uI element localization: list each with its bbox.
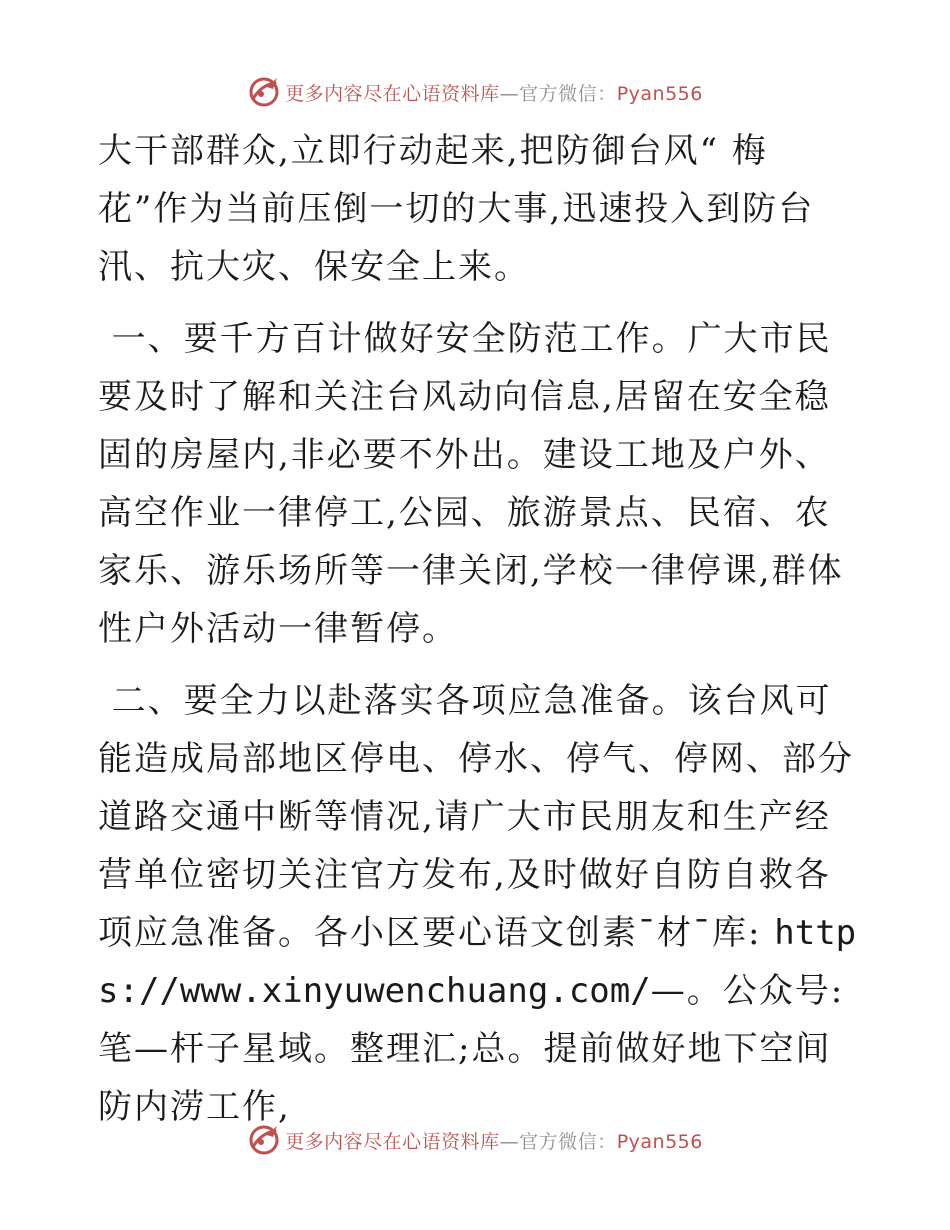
paragraph-3-text-a: 二、要全力以赴落实各项应急准备。该台风可能造成局部地区停电、停水、停气、停网、部分道路交通中断等情况,请广大市民朋友和生产经营单位密切关注官方发布,及时做好自防自救各项应急准备。各小区要心语文创素¯材¯库:	[98, 681, 854, 953]
footer-banner-brand: 更多内容尽在心语资料库	[285, 1130, 500, 1153]
paragraph-3	[98, 672, 858, 1136]
footer-banner	[0, 1118, 950, 1162]
paragraph-3-text-b: —。公众号: 笔—杆子星域。整理汇;总。提前做好地下空间防内涝工作,	[98, 971, 845, 1127]
paragraph-1: 大干部群众,立即行动起来,把防御台风“ 梅花”作为当前压倒一切的大事,迅速投入到防台汛、抗大灾、保安全上来。	[98, 131, 815, 287]
brand-logo-icon	[247, 75, 281, 109]
footer-banner-separator: —	[499, 1130, 520, 1153]
header-banner-text	[285, 79, 703, 106]
header-banner-wechat-id: Pyan556	[616, 82, 703, 105]
footer-banner-text	[285, 1127, 703, 1154]
brand-logo-icon	[247, 1123, 281, 1157]
footer-banner-wechat-id: Pyan556	[616, 1130, 703, 1153]
paragraph-3-url-part2: www.xinyuwenchuang.com/	[179, 971, 651, 1011]
header-banner-label: 官方微信：	[519, 82, 617, 105]
header-banner	[0, 70, 950, 114]
header-banner-brand: 更多内容尽在心语资料库	[285, 82, 500, 105]
paragraph-2: 一、要千方百计做好安全防范工作。广大市民要及时了解和关注台风动向信息,居留在安全稳固的房屋内,非必要不外出。建设工地及户外、高空作业一律停工,公园、旅游景点、民宿、农家乐、游乐场所等一律关闭,学校一律停课,群体性户外活动一律暂停。	[98, 319, 844, 649]
header-banner-separator: —	[499, 82, 520, 105]
paragraph-3-url-part1: https://	[98, 913, 857, 1011]
document-body	[98, 122, 858, 1136]
footer-banner-label: 官方微信：	[519, 1130, 617, 1153]
